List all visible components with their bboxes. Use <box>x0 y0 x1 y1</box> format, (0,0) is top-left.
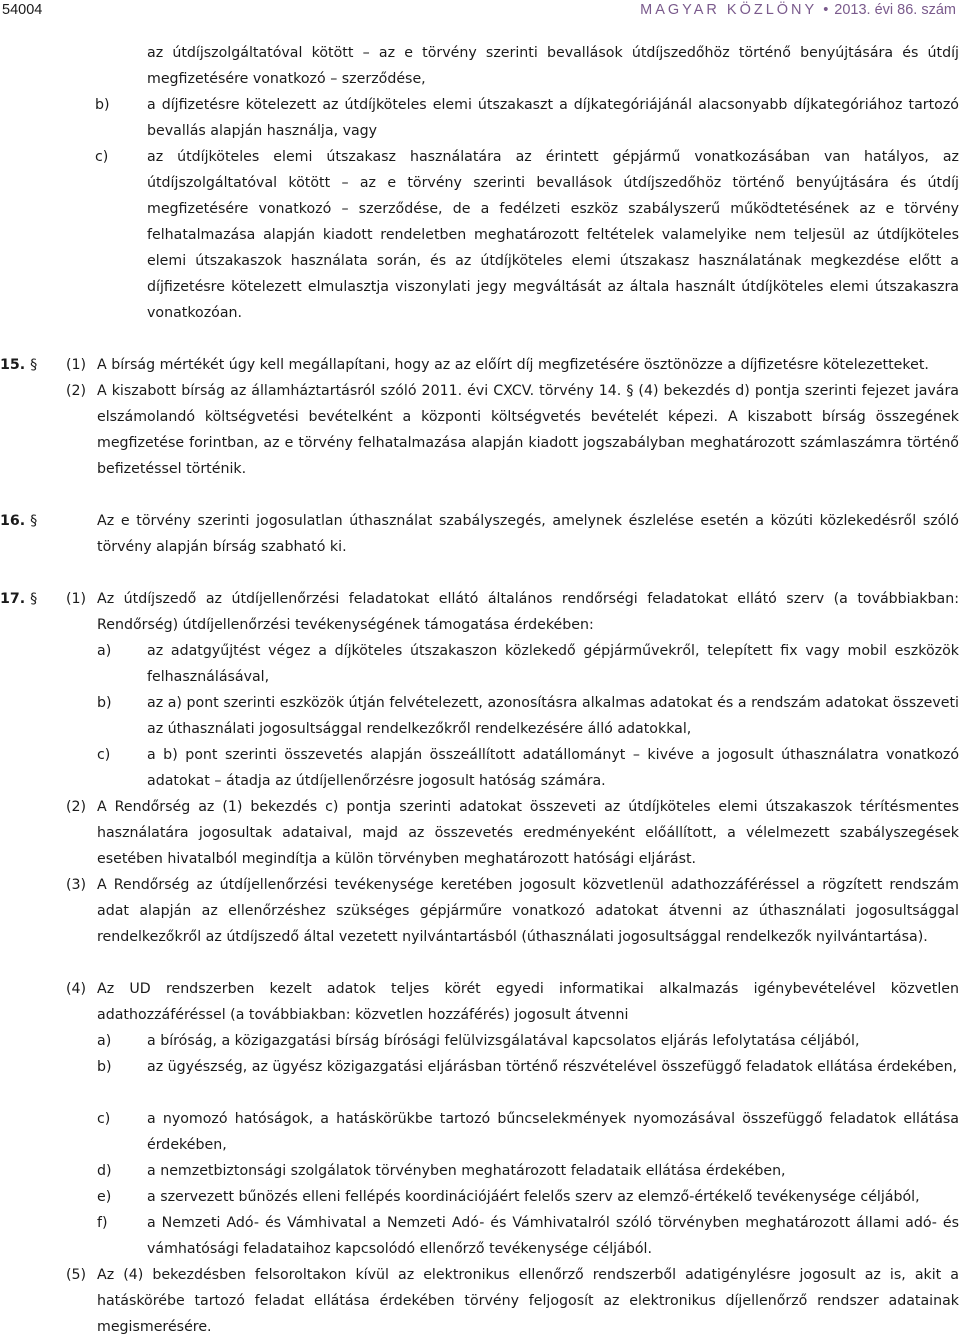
s15-p1-label: (1) <box>66 357 87 373</box>
s17-p1-b-text: az a) pont szerinti eszközök útján felvételezett, azonosításra alkalmas adatokat és a rendszám adatokat összeveti az úthasználati jogosultsággal rendelkezőkről rendelkezésére álló adatokkal, <box>147 695 959 737</box>
s17-p4-e-text: a szervezett bűnözés elleni fellépés koordinációjáért felelős szerv az elemző-értékelő tevékenysége céljából, <box>147 1189 920 1205</box>
s17-p4-label: (4) <box>66 981 87 997</box>
section-number: 15. <box>0 357 26 373</box>
s17-p2-text: A Rendőrség az (1) bekezdés c) pontja szerinti adatokat összeveti az útdíjköteles elemi útszakaszok térítésmentes használatára jogosultak adataival, majd az összevetés eredményeként előállított, a vélelmezett szabályszegések esetében hivatalból megindítja a külön törvényben meghatározott hatósági eljárást. <box>97 799 959 867</box>
s17-p1-c-text: a b) pont szerinti összevetés alapján összeállított adatállományt – kivéve a jogosult úthasználatra vonatkozó adatokat – átadja az útdíjellenőrzésre jogosult hatóság számára. <box>147 747 959 789</box>
s17-p5-label: (5) <box>66 1267 87 1283</box>
issue-number: 2013. évi 86. szám <box>834 2 956 18</box>
s17-p4-f-label: f) <box>97 1215 108 1231</box>
s15-p1-text: A bírság mértékét úgy kell megállapítani, hogy az az előírt díj megfizetésére ösztönözze a díjfizetésre kötelezetteket. <box>97 357 929 373</box>
s17-p1-a-text: az adatgyűjtést végez a díjköteles útszakaszon közlekedő gépjárművekről, telepített fix vagy mobil eszközök felhasználásával, <box>147 643 959 685</box>
s17-p4-a-text: a bíróság, a közigazgatási bírság bírósági felülvizsgálatával kapcsolatos eljárás lefolytatása céljából, <box>147 1033 860 1049</box>
s17-p3-label: (3) <box>66 877 87 893</box>
intro-continuation: az útdíjszolgáltatóval kötött – az e törvény szerinti bevallások útdíjszedőhöz történő benyújtására és útdíj megfizetésére vonatkozó – szerződése, <box>147 45 959 87</box>
section-mark: § <box>30 513 38 529</box>
s17-p4-f-text: a Nemzeti Adó- és Vámhivatal a Nemzeti Adó- és Vámhivatalról szóló törvényben meghatározott állami adó- és vámhatósági feladataihoz kapcsolódó ellenőrző tevékenysége céljából. <box>147 1215 959 1257</box>
intro-b-text: a díjfizetésre kötelezett az útdíjköteles elemi útszakaszt a díjkategóriájánál alacsonyabb díjkategóriához tartozó bevallás alapján használja, vagy <box>147 97 959 139</box>
s17-p4-a-label: a) <box>97 1033 112 1049</box>
s17-p4-b-text: az ügyészség, az ügyész közigazgatási eljárásban történő részvételével összefüggő feladatok ellátása érdekében, <box>147 1059 958 1075</box>
s17-p4-d-text: a nemzetbiztonsági szolgálatok törvényben meghatározott feladataik ellátása érdekében, <box>147 1163 786 1179</box>
s17-p1-text: Az útdíjszedő az útdíjellenőrzési feladatokat ellátó általános rendőrségi feladatokat ellátó szerv (a továbbiakban: Rendőrség) útdíjellenőrzési tevékenységének támogatása érdekében: <box>97 591 959 633</box>
section-17-heading <box>0 586 37 612</box>
journal-issue <box>640 2 956 18</box>
running-header <box>0 0 960 22</box>
s17-p4-d-label: d) <box>97 1163 112 1179</box>
intro-c-text: az útdíjköteles elemi útszakasz használatára az érintett gépjármű vonatkozásában van hatályos, az útdíjszolgáltatóval kötött – az e törvény szerinti bevallások útdíjszedőhöz történő benyújtására és útdíj megfizetésére vonatkozó – szerződése, de a fedélzeti eszköz szabályszerű működtetésének az e törvény felhatalmazása alapján kiadott rendeletben meghatározott feltételek valamelyike nem teljesül az útdíjköteles elemi útszakaszok használata során, és az útdíjköteles elemi útszakasz használatának megkezdése előtt a díjfizetésre kötelezett elmulasztja viszonylati jegy megváltását az általa használt útdíjköteles elemi útszakaszra vonatkozóan. <box>147 149 959 321</box>
s17-p4-text: Az UD rendszerben kezelt adatok teljes körét egyedi informatikai alkalmazás igénybevételével közvetlen adathozzáféréssel (a továbbiakban: közvetlen hozzáférés) jogosult átvenni <box>97 981 959 1023</box>
s15-p2-label: (2) <box>66 383 87 399</box>
s17-p1-a-label: a) <box>97 643 112 659</box>
s17-p1-c-label: c) <box>97 747 111 763</box>
s16-text: Az e törvény szerinti jogosulatlan úthasználat szabályszegés, amelynek észlelése esetén a közúti közlekedésről szóló törvény alapján bírság szabható ki. <box>97 513 959 555</box>
s17-p1-label: (1) <box>66 591 87 607</box>
intro-b-label: b) <box>95 97 110 113</box>
s17-p1-b-label: b) <box>97 695 112 711</box>
section-mark: § <box>30 591 38 607</box>
s17-p4-b-label: b) <box>97 1059 112 1075</box>
journal-title: MAGYAR KÖZLÖNY <box>640 2 818 18</box>
section-15-heading <box>0 352 37 378</box>
page-number: 54004 <box>2 2 43 18</box>
header-separator: • <box>823 2 829 18</box>
section-number: 17. <box>0 591 26 607</box>
s17-p2-label: (2) <box>66 799 87 815</box>
section-number: 16. <box>0 513 26 529</box>
intro-c-label: c) <box>95 149 109 165</box>
section-mark: § <box>30 357 38 373</box>
s17-p5-text: Az (4) bekezdésben felsoroltakon kívül az elektronikus ellenőrző rendszerből adatigénylésre jogosult az is, akit a hatáskörébe tartozó feladat ellátása érdekében törvény feljogosít az elektronikus díjellenőrző rendszer adatainak megismerésére. <box>97 1267 959 1335</box>
s15-p2-text: A kiszabott bírság az államháztartásról szóló 2011. évi CXCV. törvény 14. § (4) bekezdés d) pontja szerinti fejezet javára elszámolandó költségvetési bevételként a központi költségvetés bevételét képezi. A kiszabott bírság összegének megfizetése forintban, az e törvény felhatalmazása alapján kiadott jogszabályban meghatározott számlaszámra történő befizetéssel történik. <box>97 383 959 477</box>
s17-p3-text: A Rendőrség az útdíjellenőrzési tevékenysége keretében jogosult közvetlenül adathozzáféréssel a rögzített rendszám adat alapján az ellenőrzéshez szükséges gépjárműre vonatkozó adatokat átvenni az úthasználati jogosultsággal rendelkezőkről az útdíjszedő által vezetett nyilvántartásból (úthasználati jogosultsággal rendelkezők nyilvántartása). <box>97 877 959 945</box>
s17-p4-c-text: a nyomozó hatóságok, a hatáskörükbe tartozó bűncselekmények nyomozásával összefüggő feladatok ellátása érdekében, <box>147 1111 959 1153</box>
s17-p4-e-label: e) <box>97 1189 112 1205</box>
section-16-heading <box>0 508 37 534</box>
s17-p4-c-label: c) <box>97 1111 111 1127</box>
